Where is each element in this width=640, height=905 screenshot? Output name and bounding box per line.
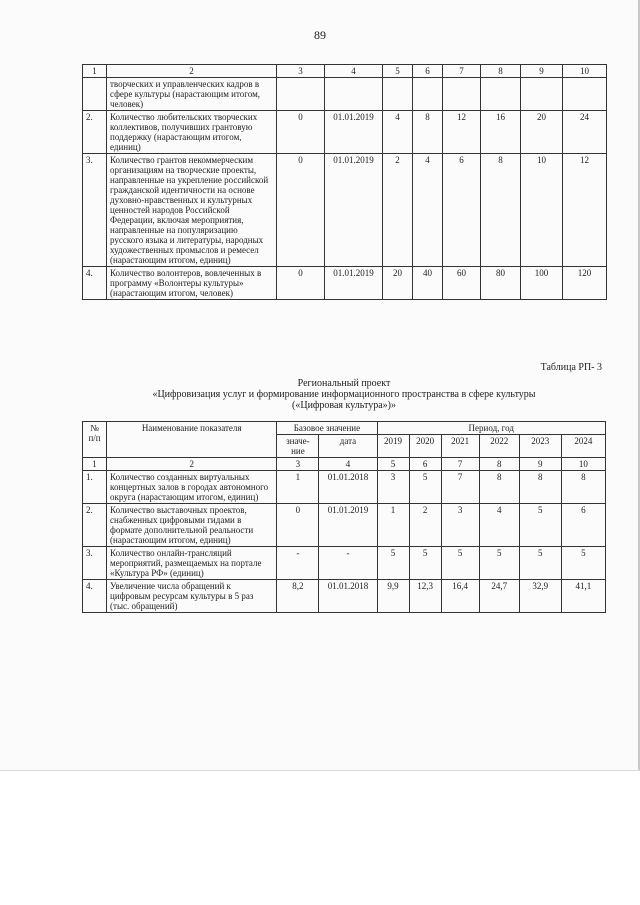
value-2022: 16 <box>481 111 521 154</box>
value-2020: 40 <box>413 267 443 300</box>
table-row <box>83 111 607 154</box>
column-number: 6 <box>409 458 441 471</box>
value-2024: 6 <box>561 504 605 547</box>
value-2023: 5 <box>519 504 561 547</box>
table-row <box>83 78 607 111</box>
base-date: - <box>319 547 377 580</box>
column-number: 3 <box>277 65 325 78</box>
value-2022: 8 <box>479 471 519 504</box>
base-date: 01.01.2019 <box>325 111 383 154</box>
value-2024: 24 <box>563 111 607 154</box>
base-value: 0 <box>277 504 319 547</box>
table-row <box>83 547 606 580</box>
header-base: Базовое значение <box>277 422 377 435</box>
column-number: 10 <box>561 458 605 471</box>
column-number: 8 <box>481 65 521 78</box>
header-row <box>83 422 606 435</box>
header-name: Наименование показателя <box>107 422 277 458</box>
table-row <box>83 471 606 504</box>
base-date: 01.01.2019 <box>319 504 377 547</box>
header-year: 2022 <box>479 435 519 458</box>
header-year: 2023 <box>519 435 561 458</box>
column-number: 9 <box>519 458 561 471</box>
value-2023 <box>521 78 563 111</box>
caption-line: «Цифровизация услуг и формирование информационного пространства в сфере культуры <box>152 389 536 400</box>
column-number-row <box>83 458 606 471</box>
row-number: 4. <box>83 267 107 300</box>
column-number: 3 <box>277 458 319 471</box>
value-2019: 9,9 <box>377 580 409 613</box>
base-date: 01.01.2018 <box>319 580 377 613</box>
row-number: 2. <box>83 111 107 154</box>
value-2019: 3 <box>377 471 409 504</box>
indicator-name: Количество онлайн-трансляций мероприятий, размещаемых на портале «Культура РФ» (единиц) <box>107 547 277 580</box>
value-2020: 5 <box>409 471 441 504</box>
page-number: 89 <box>314 28 326 42</box>
value-2019: 1 <box>377 504 409 547</box>
header-year: 2021 <box>441 435 479 458</box>
base-value: 1 <box>277 471 319 504</box>
table-id: Таблица РП- 3 <box>540 362 602 373</box>
column-number: 4 <box>325 65 383 78</box>
value-2019: 2 <box>383 154 413 267</box>
digital-culture-table <box>82 421 606 613</box>
row-number: 4. <box>83 580 107 613</box>
value-2021: 5 <box>441 547 479 580</box>
value-2024: 41,1 <box>561 580 605 613</box>
base-value: 0 <box>277 154 325 267</box>
header-base-date: дата <box>319 435 377 458</box>
header-period: Период, год <box>377 422 605 435</box>
column-number: 1 <box>83 458 107 471</box>
table-row <box>83 580 606 613</box>
column-number: 7 <box>441 458 479 471</box>
value-2020 <box>413 78 443 111</box>
value-2019 <box>383 78 413 111</box>
value-2021: 12 <box>443 111 481 154</box>
base-date <box>325 78 383 111</box>
base-date: 01.01.2019 <box>325 267 383 300</box>
value-2023: 5 <box>519 547 561 580</box>
indicator-name: Количество выставочных проектов, снабженных цифровыми гидами в формате дополнительной реальности (нарастающим итогом, единиц) <box>107 504 277 547</box>
header-year: 2019 <box>377 435 409 458</box>
value-2021: 16,4 <box>441 580 479 613</box>
table-row <box>83 504 606 547</box>
base-value: 0 <box>277 267 325 300</box>
row-number <box>83 78 107 111</box>
header-base-value: значе-ние <box>277 435 319 458</box>
value-2024: 120 <box>563 267 607 300</box>
base-value: 8,2 <box>277 580 319 613</box>
column-number: 7 <box>443 65 481 78</box>
value-2024 <box>563 78 607 111</box>
value-2023: 100 <box>521 267 563 300</box>
row-number: 1. <box>83 471 107 504</box>
table-row <box>83 154 607 267</box>
value-2020: 8 <box>413 111 443 154</box>
column-number: 4 <box>319 458 377 471</box>
row-number: 3. <box>83 547 107 580</box>
base-value: 0 <box>277 111 325 154</box>
value-2020: 5 <box>409 547 441 580</box>
column-number: 9 <box>521 65 563 78</box>
value-2024: 12 <box>563 154 607 267</box>
row-number: 3. <box>83 154 107 267</box>
column-number: 5 <box>383 65 413 78</box>
value-2021: 6 <box>443 154 481 267</box>
row-number: 2. <box>83 504 107 547</box>
project-caption <box>82 378 606 411</box>
value-2023: 8 <box>519 471 561 504</box>
indicator-name: Количество любительских творческих коллективов, получивших грантовую поддержку (нарастающим итогом, единиц) <box>107 111 277 154</box>
value-2019: 20 <box>383 267 413 300</box>
value-2021: 60 <box>443 267 481 300</box>
value-2022: 5 <box>479 547 519 580</box>
table-row <box>83 267 607 300</box>
column-number: 5 <box>377 458 409 471</box>
column-number: 6 <box>413 65 443 78</box>
value-2021: 3 <box>441 504 479 547</box>
value-2019: 5 <box>377 547 409 580</box>
indicator-name: творческих и управленческих кадров в сфере культуры (нарастающим итогом, человек) <box>107 78 277 111</box>
base-value: - <box>277 547 319 580</box>
indicator-name: Количество волонтеров, вовлеченных в программу «Волонтеры культуры» (нарастающим итогом, человек) <box>107 267 277 300</box>
base-value <box>277 78 325 111</box>
value-2024: 5 <box>561 547 605 580</box>
caption-line: Региональный проект <box>297 378 391 389</box>
column-number: 10 <box>563 65 607 78</box>
value-2023: 32,9 <box>519 580 561 613</box>
value-2020: 4 <box>413 154 443 267</box>
value-2022: 4 <box>479 504 519 547</box>
indicator-name: Увеличение числа обращений к цифровым ресурсам культуры в 5 раз (тыс. обращений) <box>107 580 277 613</box>
base-date: 01.01.2018 <box>319 471 377 504</box>
column-number: 2 <box>107 65 277 78</box>
value-2019: 4 <box>383 111 413 154</box>
column-number: 2 <box>107 458 277 471</box>
indicator-name: Количество созданных виртуальных концертных залов в городах автономного округа (нарастающим итогом, единиц) <box>107 471 277 504</box>
indicator-name: Количество грантов некоммерческим организациям на творческие проекты, направленные на укрепление российской гражданской идентичности на основе духовно-нравственных и культурных ценностей народов Российской Федерации, включая мероприятия, направленные на популяризацию русского языка и литературы, народных художественных промыслов и ремесел (нарастающим итогом, единиц) <box>107 154 277 267</box>
value-2020: 12,3 <box>409 580 441 613</box>
value-2023: 20 <box>521 111 563 154</box>
base-date: 01.01.2019 <box>325 154 383 267</box>
value-2023: 10 <box>521 154 563 267</box>
header-year: 2020 <box>409 435 441 458</box>
value-2022 <box>481 78 521 111</box>
column-number-row <box>83 65 607 78</box>
value-2020: 2 <box>409 504 441 547</box>
column-number: 8 <box>479 458 519 471</box>
header-num: № п/п <box>83 422 107 458</box>
column-number: 1 <box>83 65 107 78</box>
value-2022: 8 <box>481 154 521 267</box>
indicators-table-continued <box>82 64 607 300</box>
value-2022: 24,7 <box>479 580 519 613</box>
header-year: 2024 <box>561 435 605 458</box>
value-2024: 8 <box>561 471 605 504</box>
value-2021: 7 <box>441 471 479 504</box>
value-2021 <box>443 78 481 111</box>
caption-line: («Цифровая культура»)» <box>292 400 396 411</box>
value-2022: 80 <box>481 267 521 300</box>
